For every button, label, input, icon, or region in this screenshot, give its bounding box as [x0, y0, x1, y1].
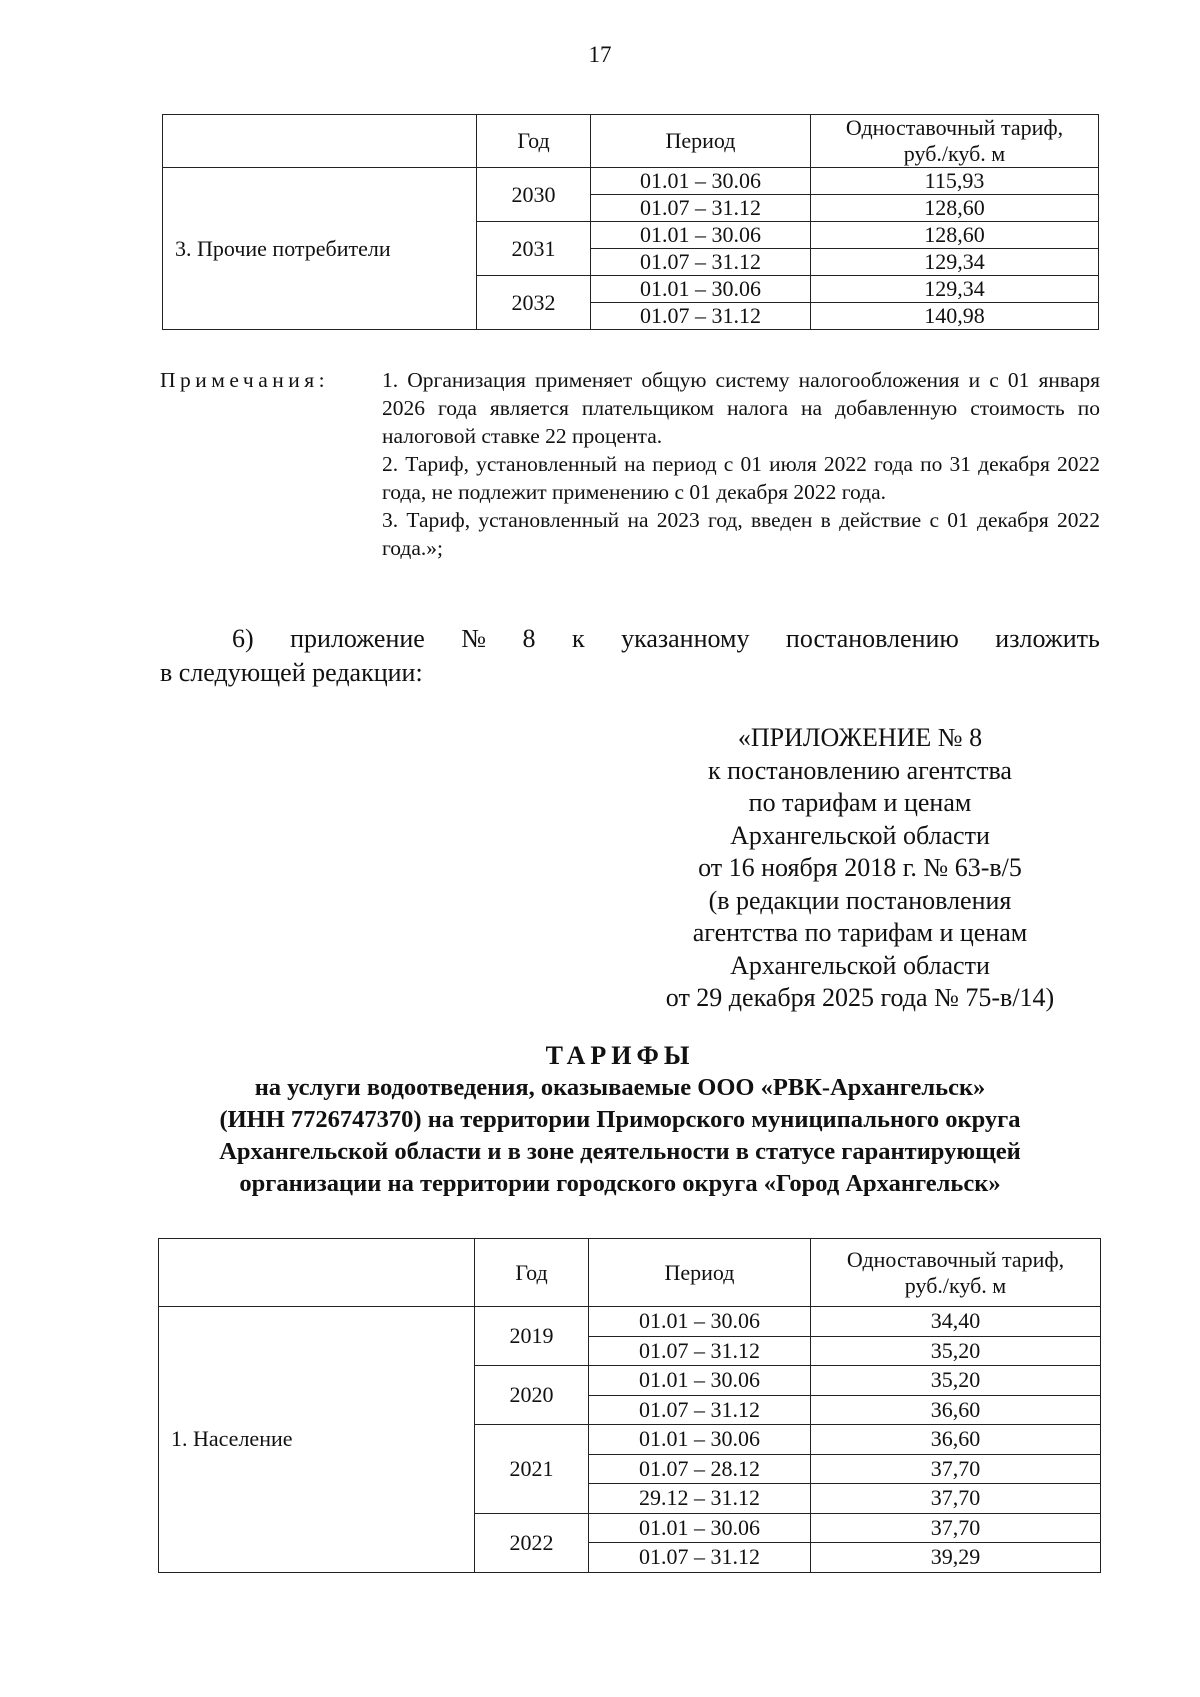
tariff-cell: 37,70 — [811, 1513, 1101, 1543]
appendix-line: к постановлению агентства — [708, 755, 1012, 785]
paragraph-word: № — [461, 624, 487, 653]
note-item: 1. Организация применяет общую систему налогообложения и с 01 января 2026 года является плательщиком налога на добавленную стоимость по налоговой ставке 22 процента. — [382, 368, 1100, 448]
appendix-line: от 16 ноября 2018 г. № 63-в/5 — [698, 853, 1022, 882]
tariff-cell: 36,60 — [811, 1425, 1101, 1455]
paragraph-word: 8 — [522, 624, 536, 653]
period-cell: 01.01 – 30.06 — [591, 222, 811, 249]
tariff-cell: 128,60 — [811, 195, 1099, 222]
header-tariff: Одноставочный тариф, руб./куб. м — [811, 1239, 1101, 1307]
note-item: 3. Тариф, установленный на 2023 год, введен в действие с 01 декабря 2022 года.»; — [382, 508, 1100, 560]
paragraph-second-line: в следующей редакции: — [160, 658, 423, 687]
page-number: 17 — [588, 42, 612, 67]
tariff-cell: 128,60 — [811, 222, 1099, 249]
consumer-cell: 3. Прочие потребители — [163, 168, 477, 330]
tariff-cell: 129,34 — [811, 276, 1099, 303]
notes-list — [382, 366, 1100, 562]
notes-label: Примечания: — [160, 368, 330, 392]
year-cell: 2032 — [477, 276, 591, 330]
header-consumer — [159, 1239, 475, 1307]
period-cell: 01.07 – 28.12 — [589, 1454, 811, 1484]
appendix-line: (в редакции постановления — [708, 885, 1012, 915]
period-cell: 01.07 – 31.12 — [589, 1336, 811, 1366]
paragraph-word: изложить — [995, 624, 1100, 653]
tariff-table-population — [158, 1238, 1101, 1573]
paragraph-word: к — [571, 624, 585, 653]
heading-title: ТАРИФЫ — [545, 1041, 695, 1070]
appendix-line: Архангельской области — [730, 820, 990, 850]
year-cell: 2030 — [477, 168, 591, 222]
tariff-table-other-consumers — [162, 114, 1099, 330]
header-year: Год — [475, 1239, 589, 1307]
tariff-cell: 39,29 — [811, 1543, 1101, 1573]
tariff-cell: 115,93 — [811, 168, 1099, 195]
year-cell: 2022 — [475, 1513, 589, 1572]
year-cell: 2031 — [477, 222, 591, 276]
year-cell: 2020 — [475, 1366, 589, 1425]
period-cell: 01.01 – 30.06 — [589, 1307, 811, 1337]
paragraph-first-line — [160, 622, 1100, 656]
appendix-line: Архангельской области — [730, 950, 990, 980]
consumer-cell: 1. Население — [159, 1307, 475, 1573]
period-cell: 01.07 – 31.12 — [591, 249, 811, 276]
period-cell: 01.01 – 30.06 — [591, 168, 811, 195]
paragraph-word: приложение — [290, 624, 425, 653]
tariff-cell: 35,20 — [811, 1366, 1101, 1396]
period-cell: 01.07 – 31.12 — [591, 303, 811, 330]
period-cell: 01.07 – 31.12 — [591, 195, 811, 222]
paragraph-word: 6) — [232, 624, 254, 653]
year-cell: 2021 — [475, 1425, 589, 1514]
heading-line: (ИНН 7726747370) на территории Приморского муниципального округа — [219, 1106, 1021, 1133]
period-cell: 01.01 – 30.06 — [589, 1366, 811, 1396]
appendix-line: агентства по тарифам и ценам — [692, 918, 1028, 947]
paragraph-word: указанному — [621, 624, 750, 653]
tariffs-heading — [140, 1040, 1100, 1200]
period-cell: 01.07 – 31.12 — [589, 1395, 811, 1425]
heading-line: Архангельской области и в зоне деятельности в статусе гарантирующей — [219, 1138, 1021, 1165]
year-cell: 2019 — [475, 1307, 589, 1366]
appendix-reference — [590, 722, 1130, 1015]
header-consumer — [163, 115, 477, 168]
heading-line: на услуги водоотведения, оказываемые ООО «РВК-Архангельск» — [254, 1074, 986, 1101]
note-item: 2. Тариф, установленный на период с 01 июля 2022 года по 31 декабря 2022 года, не подлежит применению с 01 декабря 2022 года. — [382, 452, 1100, 504]
period-cell: 01.01 – 30.06 — [591, 276, 811, 303]
tariff-cell: 37,70 — [811, 1454, 1101, 1484]
heading-line: организации на территории городского округа «Город Архангельск» — [239, 1170, 1001, 1197]
period-cell: 01.07 – 31.12 — [589, 1543, 811, 1573]
header-period: Период — [591, 115, 811, 168]
header-year: Год — [477, 115, 591, 168]
period-cell: 29.12 – 31.12 — [589, 1484, 811, 1514]
tariff-cell: 140,98 — [811, 303, 1099, 330]
tariff-cell: 35,20 — [811, 1336, 1101, 1366]
amendment-paragraph — [160, 622, 1100, 690]
tariff-cell: 37,70 — [811, 1484, 1101, 1514]
appendix-line: «ПРИЛОЖЕНИЕ № 8 — [737, 723, 983, 752]
paragraph-word: постановлению — [785, 624, 959, 653]
period-cell: 01.01 – 30.06 — [589, 1425, 811, 1455]
appendix-line: от 29 декабря 2025 года № 75-в/14) — [665, 983, 1055, 1012]
header-tariff: Одноставочный тариф, руб./куб. м — [811, 115, 1099, 168]
appendix-line: по тарифам и ценам — [748, 788, 972, 817]
tariff-cell: 34,40 — [811, 1307, 1101, 1337]
tariff-cell: 36,60 — [811, 1395, 1101, 1425]
header-period: Период — [589, 1239, 811, 1307]
period-cell: 01.01 – 30.06 — [589, 1513, 811, 1543]
tariff-cell: 129,34 — [811, 249, 1099, 276]
